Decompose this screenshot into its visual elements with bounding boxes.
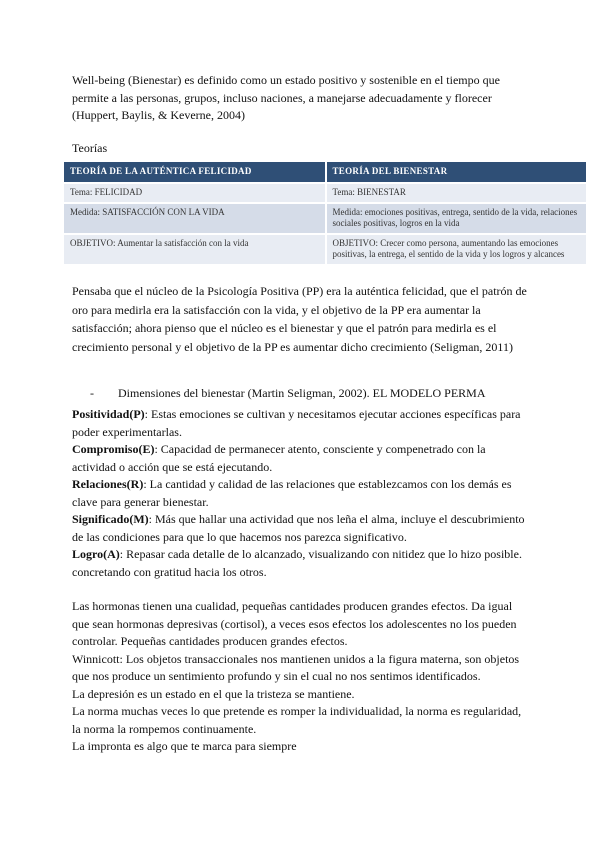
- table-cell: Tema: BIENESTAR: [326, 183, 588, 203]
- perma-text: : Repasar cada detalle de lo alcanzado, visualizando con nitidez que lo hizo posible. concretando con gratitud hacia los otros.: [72, 547, 522, 579]
- table-cell: Medida: emociones positivas, entrega, sentido de la vida, relaciones sociales positivas, logros en la vida: [326, 203, 588, 234]
- table-cell: Medida: SATISFACCIÓN CON LA VIDA: [64, 203, 326, 234]
- note-paragraph: La norma muchas veces lo que pretende es romper la individualidad, la norma es regularidad, la norma la rompemos continuamente.: [72, 704, 522, 736]
- note-paragraph: La impronta es algo que te marca para siempre: [72, 739, 297, 753]
- intro-paragraph: Well-being (Bienestar) es definido como un estado positivo y sostenible en el tiempo que permite a las personas, grupos, incluso naciones, a manejarse adecuadamente y florecer (Huppert, Baylis, & Keverne, 2004): [72, 73, 500, 122]
- list-bullet: -: [90, 386, 94, 400]
- note-paragraph: Winnicott: Los objetos transaccionales nos mantienen unidos a la figura materna, son objetos que nos produce un sentimiento profundo y sin el cual no nos sentimos identificados.: [72, 651, 520, 683]
- perma-term: Significado(M): [72, 512, 149, 526]
- perma-text: : La cantidad y calidad de las relaciones que establezcamos con los demás es clave para generar bienestar.: [72, 477, 512, 509]
- dimensiones-text: Dimensiones del bienestar (Martin Seligman, 2002). EL MODELO PERMA: [118, 386, 486, 400]
- perma-term: Logro(A): [72, 547, 120, 561]
- theories-table: [64, 162, 588, 264]
- table-cell: OBJETIVO: Crecer como persona, aumentando las emociones positivas, la entrega, el sentido de la vida y los logros y alcances: [326, 234, 588, 264]
- perma-item: [72, 476, 528, 511]
- perma-item: [72, 406, 528, 441]
- perma-item: [72, 546, 528, 581]
- table-header-cell: TEORÍA DE LA AUTÉNTICA FELICIDAD: [64, 162, 326, 183]
- table-header-row: [64, 162, 587, 183]
- perma-term: Positividad(P): [72, 407, 145, 421]
- table-row: [64, 203, 587, 234]
- dimensiones-list-item: [90, 385, 530, 403]
- perma-item: [72, 511, 528, 546]
- notes-section: [72, 598, 528, 756]
- teorias-heading: Teorías: [72, 141, 108, 155]
- table-row: [64, 183, 587, 203]
- perma-list: [72, 406, 528, 581]
- table-row: [64, 234, 587, 264]
- perma-item: [72, 441, 528, 476]
- table-cell: OBJETIVO: Aumentar la satisfacción con la vida: [64, 234, 326, 264]
- pensaba-paragraph: Pensaba que el núcleo de la Psicología Positiva (PP) era la auténtica felicidad, que el patrón de oro para medirla era la satisfacción con la vida, y el objetivo de la PP era aumentar la satisfacción; ahora pienso que el núcleo es el bienestar y que el patrón para medirla es el crecimiento personal y el objetivo de la PP es aumentar dicho crecimiento (Seligman, 2011): [72, 284, 527, 354]
- perma-term: Compromiso(E): [72, 442, 155, 456]
- table-header-cell: TEORÍA DEL BIENESTAR: [326, 162, 588, 183]
- note-paragraph: La depresión es un estado en el que la tristeza se mantiene.: [72, 686, 355, 701]
- perma-text: : Más que hallar una actividad que nos leña el alma, incluye el descubrimiento de las condiciones para que lo que hacemos nos parezca significativo.: [72, 512, 525, 544]
- perma-term: Relaciones(R): [72, 477, 144, 491]
- perma-text: : Capacidad de permanecer atento, consciente y compenetrado con la actividad o acción que se está ejecutando.: [72, 442, 486, 474]
- table-cell: Tema: FELICIDAD: [64, 183, 326, 203]
- perma-text: : Estas emociones se cultivan y necesitamos ejecutar acciones específicas para poder experimentarlas.: [72, 407, 521, 439]
- note-paragraph: Las hormonas tienen una cualidad, pequeñas cantidades producen grandes efectos. Da igual que sean hormonas depresivas (cortisol), a veces esos efectos los adolescentes no los pueden controlar. Pequeñas cantidades producen grandes efectos.: [72, 599, 517, 648]
